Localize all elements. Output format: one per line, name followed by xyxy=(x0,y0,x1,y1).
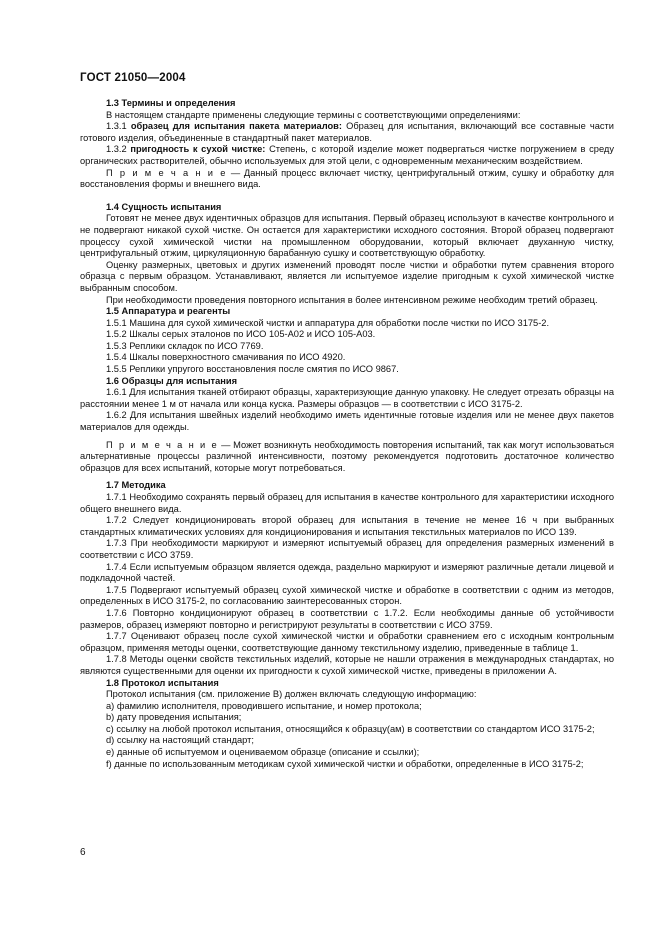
section-1-5-heading: 1.5 Аппаратура и реагенты xyxy=(106,306,231,317)
section-1-6-paragraph-2: 1.6.2 Для испытания швейных изделий необходимо иметь идентичные готовые изделия или не менее двух пакетов материалов для одежды. xyxy=(80,410,614,433)
section-1-8-intro: Протокол испытания (см. приложение В) должен включать следующую информацию: xyxy=(106,689,477,700)
section-1-6-paragraph-1: 1.6.1 Для испытания тканей отбирают образцы, характеризующие данную упаковку. Не следует отрезать образцы на расстоянии менее 1 м от начала или конца куска. Размеры образцов — в соответствии с ИСО 3175-2. xyxy=(80,387,614,409)
note-1-3-label: П р и м е ч а н и е xyxy=(106,167,228,178)
method-item: 1.7.7 Оценивают образец после сухой химической чистки и обработки сравнением его с исходным контрольным образцом, применяя методы оценки, соответствующие данному текстильному изделию, приведенные в таблице 1. xyxy=(80,631,614,653)
method-item: 1.7.3 При необходимости маркируют и измеряют испытуемый образец для определения размерных изменений в соответствии с ИСО 3759. xyxy=(80,538,614,560)
term-1-3-2-number: 1.3.2 xyxy=(106,144,127,155)
section-1-7-heading: 1.7 Методика xyxy=(106,480,166,491)
section-1-4-paragraph-3: При необходимости проведения повторного испытания в более интенсивном режиме необходим третий образец. xyxy=(106,294,598,305)
report-list-item: d) ссылку на настоящий стандарт; xyxy=(106,735,254,746)
report-list-item: e) данные об испытуемом и оцениваемом образце (описание и ссылки); xyxy=(106,747,420,758)
term-1-3-2 xyxy=(80,144,614,167)
document-body xyxy=(80,98,614,770)
page-number: 6 xyxy=(80,847,86,858)
report-list-item: b) дату проведения испытания; xyxy=(106,712,242,723)
section-1-4-heading: 1.4 Сущность испытания xyxy=(106,201,222,212)
note-1-3 xyxy=(80,168,614,191)
apparatus-item: 1.5.5 Реплики упругого восстановления после смятия по ИСО 9867. xyxy=(106,364,399,375)
method-item: 1.7.2 Следует кондиционировать второй образец для испытания в течение не менее 16 ч при выбранных стандартных климатических условиях для кондиционирования и испытания текстильных материалов по ИСО 139. xyxy=(80,515,614,537)
method-item: 1.7.8 Методы оценки свойств текстильных изделий, которые не нашли отражения в международных стандартах, но являются существенными для оценки их пригодности к сухой химической чистке, приведены в приложении А. xyxy=(80,654,614,676)
note-1-6-label: П р и м е ч а н и е xyxy=(106,439,219,450)
method-item: 1.7.4 Если испытуемым образцом является одежда, раздельно маркируют и измеряют различные детали лицевой и подкладочной частей. xyxy=(80,561,614,584)
section-1-6-heading: 1.6 Образцы для испытания xyxy=(106,375,238,386)
note-1-6-text: — Может возникнуть необходимость повторения испытаний, так как могут использоваться альтернативные процессы различной интенсивности, поэтому рекомендуется подготовить достаточное количество образцов для всех испытаний, которые могут потребоваться. xyxy=(80,439,614,473)
report-list-item: c) ссылку на любой протокол испытания, относящийся к образцу(ам) в соответствии со стандартом ИСО 3175-2; xyxy=(106,723,595,734)
note-1-3-text: — Данный процесс включает чистку, центрифугальный отжим, сушку и обработку для восстановления формы и внешнего вида. xyxy=(80,167,614,190)
term-1-3-1-name: образец для испытания пакета материалов: xyxy=(130,121,342,132)
report-list-item: a) фамилию исполнителя, проводившего испытание, и номер протокола; xyxy=(106,700,422,711)
section-1-8-heading: 1.8 Протокол испытания xyxy=(106,677,219,688)
section-1-3-heading: 1.3 Термины и определения xyxy=(106,98,236,108)
term-1-3-1-definition: Образец для испытания, включающий все составные части готового изделия, объединенные в стандартный пакет материалов. xyxy=(80,121,614,143)
apparatus-item: 1.5.1 Машина для сухой химической чистки и аппаратура для обработки после чистки по ИСО 3175-2. xyxy=(106,317,550,328)
document-code-header: ГОСТ 21050—2004 xyxy=(80,72,186,84)
method-item: 1.7.5 Подвергают испытуемый образец сухой химической чистке и обработке в соответствии с одним из методов, определенных в ИСО 3175-2, по согласованию заинтересованных сторон. xyxy=(80,584,614,607)
report-list-item: f) данные по использованным методикам сухой химической чистки и обработки, определенные в ИСО 3175-2; xyxy=(106,758,584,769)
note-1-6 xyxy=(80,440,614,475)
method-item: 1.7.1 Необходимо сохранять первый образец для испытания в качестве контрольного для характеристики исходного общего внешнего вида. xyxy=(80,492,614,514)
apparatus-item: 1.5.3 Реплики складок по ИСО 7769. xyxy=(106,340,264,351)
term-1-3-2-definition: Степень, с которой изделие может подвергаться чистке погружением в среду органических растворителей, обычно используемых для этой цели, с одновременным механическим воздействием. xyxy=(80,144,614,166)
apparatus-item: 1.5.2 Шкалы серых эталонов по ИСО 105-А02 и ИСО 105-А03. xyxy=(106,329,376,340)
section-1-4-paragraph-2: Оценку размерных, цветовых и других изменений проводят после чистки и обработки путем сравнения второго образца с первым образцом. Устанавливают, является ли испытуемое изделие пригодным к сухой химической чистке выбранным способом. xyxy=(80,259,614,293)
section-1-3-intro: В настоящем стандарте применены следующие термины с соответствующими определениями: xyxy=(106,109,521,120)
method-item: 1.7.6 Повторно кондиционируют образец в соответствии с 1.7.2. Если необходимы данные об устойчивости размеров, образец измеряют повторно и регистрируют результаты в соответствии с ИСО 3759. xyxy=(80,607,614,630)
term-1-3-1-number: 1.3.1 xyxy=(106,121,127,132)
term-1-3-2-name: пригодность к сухой чистке: xyxy=(130,144,266,155)
term-1-3-1 xyxy=(80,121,614,144)
apparatus-item: 1.5.4 Шкалы поверхностного смачивания по ИСО 4920. xyxy=(106,352,346,363)
section-1-4-paragraph-1: Готовят не менее двух идентичных образцов для испытания. Первый образец используют в качестве контрольного и не подвергают никакой сухой чистке. Он остается для характеристики исходного состояния. Второй образец подвергают процессу сухой химической чистки на промышленном оборудовании, который включает двуханную чистку, центрифугальный отжим, циркуляционную барабанную сушку и соответствующую обработку. xyxy=(80,213,614,259)
